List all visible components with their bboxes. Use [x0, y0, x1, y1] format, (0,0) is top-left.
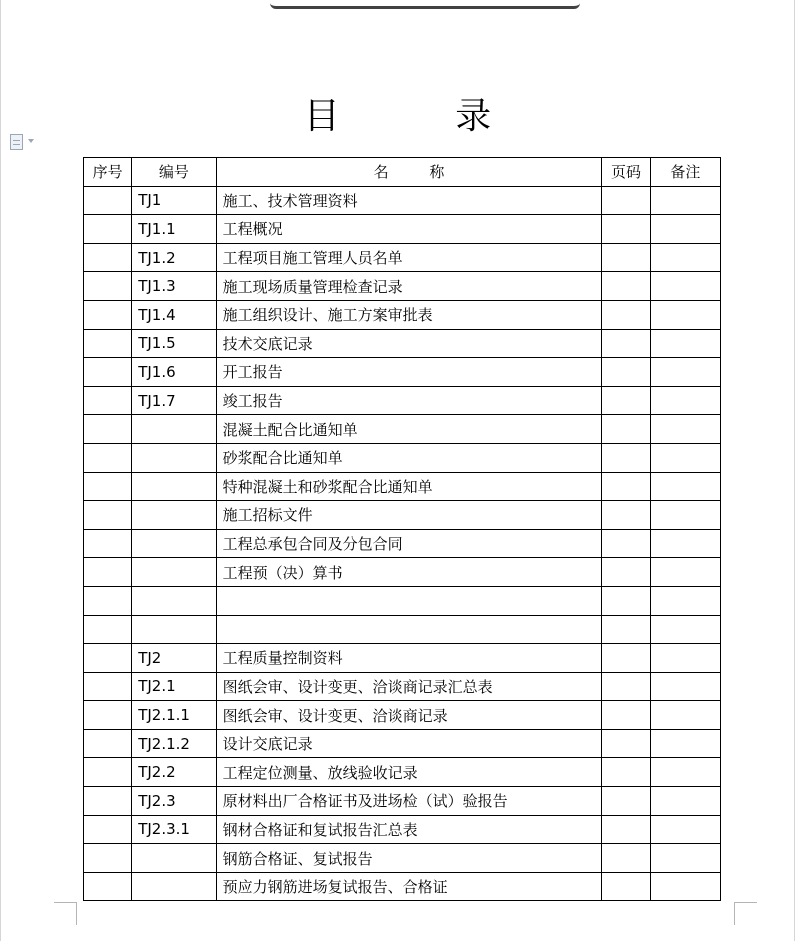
cell-code [132, 415, 216, 444]
table-row [84, 844, 721, 873]
cell-page [602, 787, 650, 816]
cell-seq [84, 872, 132, 901]
table-row [84, 243, 721, 272]
cell-note [650, 415, 720, 444]
cell-seq [84, 415, 132, 444]
cell-name [216, 615, 602, 644]
cell-code: TJ1.5 [132, 329, 216, 358]
cell-code [132, 615, 216, 644]
cell-code [132, 501, 216, 530]
cell-page [602, 386, 650, 415]
cell-page [602, 758, 650, 787]
cell-seq [84, 300, 132, 329]
cell-name: 工程总承包合同及分包合同 [216, 529, 602, 558]
cell-seq [84, 243, 132, 272]
cell-page [602, 443, 650, 472]
cell-note [650, 386, 720, 415]
cell-seq [84, 815, 132, 844]
table-row [84, 729, 721, 758]
cut-off-heading-strokes [270, 0, 580, 9]
table-row [84, 358, 721, 387]
cell-page [602, 586, 650, 615]
header-page: 页码 [602, 158, 650, 187]
cell-code [132, 529, 216, 558]
cell-page [602, 186, 650, 215]
table-row [84, 586, 721, 615]
cell-code: TJ2.3 [132, 787, 216, 816]
cell-seq [84, 386, 132, 415]
cell-name: 预应力钢筋进场复试报告、合格证 [216, 872, 602, 901]
cell-name: 工程项目施工管理人员名单 [216, 243, 602, 272]
cell-code [132, 472, 216, 501]
cell-name: 技术交底记录 [216, 329, 602, 358]
cell-name: 施工、技术管理资料 [216, 186, 602, 215]
cell-code: TJ2 [132, 644, 216, 673]
cell-seq [84, 787, 132, 816]
table-row [84, 472, 721, 501]
cell-seq [84, 844, 132, 873]
table-row [84, 558, 721, 587]
cell-seq [84, 558, 132, 587]
cell-page [602, 558, 650, 587]
page-margin-mark-left [54, 902, 77, 925]
cell-code: TJ1.3 [132, 272, 216, 301]
cell-name [216, 586, 602, 615]
cell-page [602, 529, 650, 558]
cell-name: 钢筋合格证、复试报告 [216, 844, 602, 873]
table-row [84, 329, 721, 358]
cell-name: 工程预（决）算书 [216, 558, 602, 587]
cell-page [602, 415, 650, 444]
toc-body [84, 186, 721, 901]
cell-note [650, 186, 720, 215]
cell-note [650, 329, 720, 358]
cell-seq [84, 758, 132, 787]
cell-seq [84, 472, 132, 501]
header-code: 编号 [132, 158, 216, 187]
cell-page [602, 844, 650, 873]
cell-code: TJ1.2 [132, 243, 216, 272]
cell-name: 工程质量控制资料 [216, 644, 602, 673]
cell-seq [84, 529, 132, 558]
cell-page [602, 272, 650, 301]
header-note: 备注 [650, 158, 720, 187]
table-row [84, 787, 721, 816]
table-row [84, 672, 721, 701]
cell-code: TJ1.6 [132, 358, 216, 387]
cell-name: 设计交底记录 [216, 729, 602, 758]
cell-note [650, 501, 720, 530]
cell-note [650, 529, 720, 558]
header-seq: 序号 [84, 158, 132, 187]
cell-name: 特种混凝土和砂浆配合比通知单 [216, 472, 602, 501]
cell-page [602, 672, 650, 701]
cell-seq [84, 272, 132, 301]
cell-page [602, 729, 650, 758]
cell-page [602, 215, 650, 244]
cell-note [650, 872, 720, 901]
cell-page [602, 644, 650, 673]
header-name: 名 称 [216, 158, 602, 187]
cell-seq [84, 586, 132, 615]
cell-name: 砂浆配合比通知单 [216, 443, 602, 472]
page-margin-mark-right [734, 902, 757, 925]
cell-name: 施工组织设计、施工方案审批表 [216, 300, 602, 329]
cell-note [650, 844, 720, 873]
cell-name: 施工招标文件 [216, 501, 602, 530]
cell-page [602, 472, 650, 501]
cell-name: 图纸会审、设计变更、洽谈商记录汇总表 [216, 672, 602, 701]
chevron-down-icon [28, 139, 34, 143]
table-row [84, 615, 721, 644]
cell-note [650, 672, 720, 701]
table-row [84, 272, 721, 301]
cell-code [132, 586, 216, 615]
cell-note [650, 443, 720, 472]
cell-seq [84, 644, 132, 673]
cell-seq [84, 329, 132, 358]
cell-name: 竣工报告 [216, 386, 602, 415]
cell-code: TJ2.1.1 [132, 701, 216, 730]
table-row [84, 701, 721, 730]
table-row [84, 529, 721, 558]
cell-note [650, 758, 720, 787]
cell-page [602, 872, 650, 901]
cell-note [650, 358, 720, 387]
table-row [84, 386, 721, 415]
cell-note [650, 787, 720, 816]
cell-note [650, 586, 720, 615]
cell-page [602, 815, 650, 844]
cell-seq [84, 358, 132, 387]
cell-seq [84, 615, 132, 644]
cell-name: 工程概况 [216, 215, 602, 244]
cell-page [602, 300, 650, 329]
cell-note [650, 729, 720, 758]
cell-name: 混凝土配合比通知单 [216, 415, 602, 444]
cell-code [132, 844, 216, 873]
table-row [84, 415, 721, 444]
cell-seq [84, 215, 132, 244]
cell-note [650, 615, 720, 644]
cell-seq [84, 701, 132, 730]
page-left-edge [0, 0, 1, 941]
cell-page [602, 501, 650, 530]
table-row [84, 501, 721, 530]
cell-note [650, 644, 720, 673]
cell-note [650, 558, 720, 587]
cell-note [650, 272, 720, 301]
table-row [84, 815, 721, 844]
table-row [84, 872, 721, 901]
cell-name: 图纸会审、设计变更、洽谈商记录 [216, 701, 602, 730]
cell-code [132, 443, 216, 472]
toc-table [83, 157, 721, 901]
cell-code [132, 872, 216, 901]
cell-note [650, 472, 720, 501]
cell-code: TJ2.1 [132, 672, 216, 701]
cell-page [602, 329, 650, 358]
cell-note [650, 215, 720, 244]
page-title: 目 录 [303, 96, 544, 137]
table-row [84, 758, 721, 787]
cell-seq [84, 729, 132, 758]
cell-page [602, 615, 650, 644]
cell-name: 工程定位测量、放线验收记录 [216, 758, 602, 787]
cell-code: TJ1.7 [132, 386, 216, 415]
table-row [84, 443, 721, 472]
cell-code: TJ1.4 [132, 300, 216, 329]
cell-name: 施工现场质量管理检查记录 [216, 272, 602, 301]
cell-name: 原材料出厂合格证书及进场检（试）验报告 [216, 787, 602, 816]
cell-seq [84, 672, 132, 701]
table-row [84, 215, 721, 244]
cell-code: TJ2.1.2 [132, 729, 216, 758]
cell-name: 钢材合格证和复试报告汇总表 [216, 815, 602, 844]
cell-seq [84, 186, 132, 215]
cell-code: TJ1.1 [132, 215, 216, 244]
table-row [84, 300, 721, 329]
cell-code: TJ1 [132, 186, 216, 215]
cell-note [650, 243, 720, 272]
table-header-row [84, 158, 721, 187]
cell-note [650, 701, 720, 730]
cut-off-heading [0, 0, 795, 10]
table-row [84, 186, 721, 215]
cell-page [602, 701, 650, 730]
cell-note [650, 300, 720, 329]
cell-code: TJ2.2 [132, 758, 216, 787]
cell-code [132, 558, 216, 587]
cell-page [602, 358, 650, 387]
cell-seq [84, 443, 132, 472]
table-row [84, 644, 721, 673]
cell-seq [84, 501, 132, 530]
cell-name: 开工报告 [216, 358, 602, 387]
cell-page [602, 243, 650, 272]
cell-code: TJ2.3.1 [132, 815, 216, 844]
cell-note [650, 815, 720, 844]
